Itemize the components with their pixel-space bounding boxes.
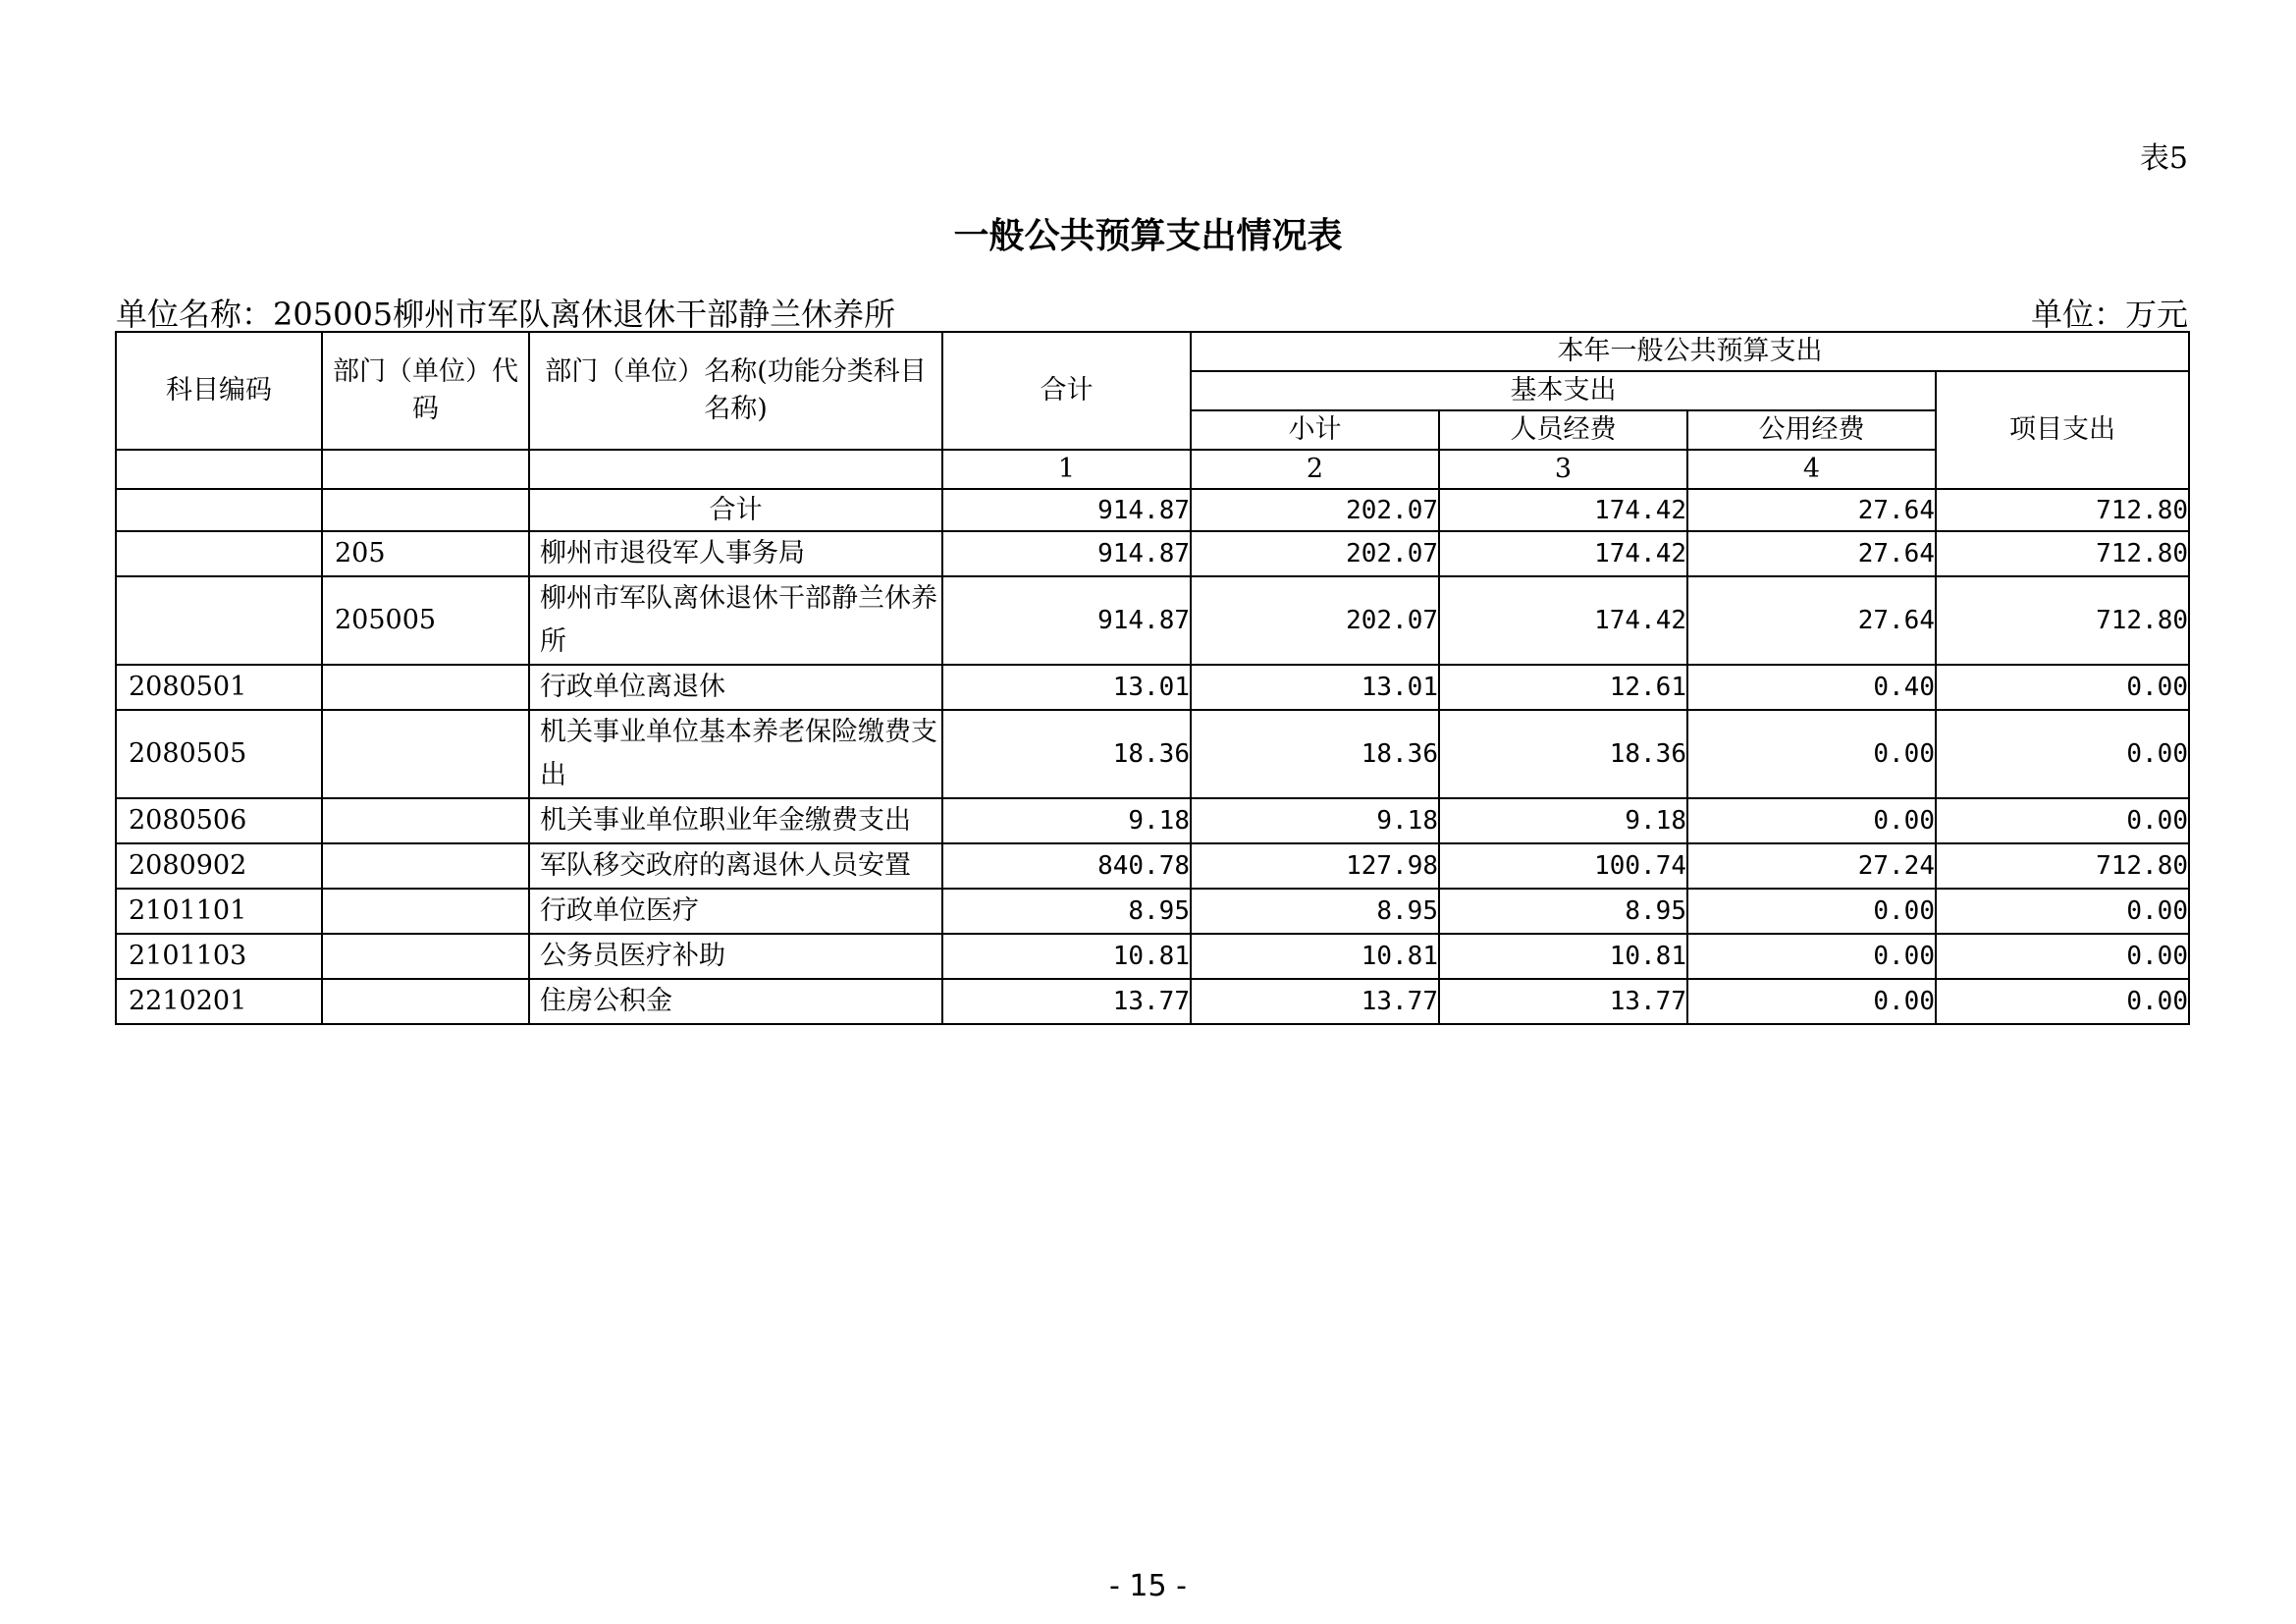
personnel-cell: 174.42 (1439, 576, 1687, 665)
table-row (116, 934, 2189, 979)
header-col-3: 3 (1439, 450, 1687, 489)
personnel-cell: 18.36 (1439, 710, 1687, 798)
dept-code-cell: 205005 (322, 576, 529, 665)
dept-name-cell: 公务员医疗补助 (529, 934, 942, 979)
subject-code-cell: 2101103 (116, 934, 322, 979)
dept-name-cell: 行政单位离退休 (529, 665, 942, 710)
total-cell: 10.81 (942, 934, 1191, 979)
project-cell: 0.00 (1936, 934, 2189, 979)
subtotal-cell: 10.81 (1191, 934, 1439, 979)
project-cell: 712.80 (1936, 843, 2189, 889)
dept-code-cell: 205 (322, 531, 529, 576)
header-col-4: 4 (1687, 450, 1936, 489)
public-cell: 0.00 (1687, 934, 1936, 979)
table-row (116, 798, 2189, 843)
header-col-2: 2 (1191, 450, 1439, 489)
subtotal-cell: 202.07 (1191, 576, 1439, 665)
subject-code-cell: 2101101 (116, 889, 322, 934)
subtotal-cell: 202.07 (1191, 489, 1439, 531)
dept-code-cell (322, 843, 529, 889)
total-cell: 914.87 (942, 489, 1191, 531)
table-row (116, 889, 2189, 934)
personnel-cell: 9.18 (1439, 798, 1687, 843)
public-cell: 0.00 (1687, 979, 1936, 1024)
personnel-cell: 10.81 (1439, 934, 1687, 979)
dept-code-cell (322, 979, 529, 1024)
total-cell: 914.87 (942, 531, 1191, 576)
personnel-cell: 174.42 (1439, 489, 1687, 531)
table-row (116, 489, 2189, 531)
table-number: 表5 (2139, 141, 2188, 176)
table-row (116, 979, 2189, 1024)
currency-unit: 单位：万元 (2030, 296, 2188, 333)
dept-name-cell: 柳州市军队离休退休干部静兰休养所 (529, 576, 942, 665)
subject-code-cell: 2210201 (116, 979, 322, 1024)
subject-code-cell (116, 489, 322, 531)
personnel-cell: 100.74 (1439, 843, 1687, 889)
dept-code-cell (322, 665, 529, 710)
subtotal-cell: 202.07 (1191, 531, 1439, 576)
subject-code-cell: 2080902 (116, 843, 322, 889)
header-subtotal: 小计 (1191, 410, 1439, 450)
subtotal-cell: 13.77 (1191, 979, 1439, 1024)
table-row (116, 710, 2189, 798)
subject-code-cell: 2080506 (116, 798, 322, 843)
header-dept-name: 部门（单位）名称(功能分类科目名称) (529, 332, 942, 450)
project-cell: 712.80 (1936, 576, 2189, 665)
personnel-cell: 8.95 (1439, 889, 1687, 934)
header-current-year: 本年一般公共预算支出 (1191, 332, 2189, 371)
public-cell: 0.00 (1687, 798, 1936, 843)
personnel-cell: 13.77 (1439, 979, 1687, 1024)
dept-name-cell: 军队移交政府的离退休人员安置 (529, 843, 942, 889)
project-cell: 712.80 (1936, 489, 2189, 531)
total-cell: 9.18 (942, 798, 1191, 843)
project-cell: 712.80 (1936, 531, 2189, 576)
total-cell: 840.78 (942, 843, 1191, 889)
table-row (116, 531, 2189, 576)
dept-name-cell: 住房公积金 (529, 979, 942, 1024)
header-basic: 基本支出 (1191, 371, 1936, 410)
header-dept-code: 部门（单位）代码 (322, 332, 529, 450)
subject-code-cell (116, 576, 322, 665)
total-cell: 8.95 (942, 889, 1191, 934)
dept-name-cell: 合计 (529, 489, 942, 531)
total-cell: 914.87 (942, 576, 1191, 665)
total-cell: 13.77 (942, 979, 1191, 1024)
dept-name-cell: 机关事业单位职业年金缴费支出 (529, 798, 942, 843)
dept-code-cell (322, 489, 529, 531)
dept-code-cell (322, 710, 529, 798)
header-project: 项目支出 (1936, 371, 2189, 489)
header-subject-code: 科目编码 (116, 332, 322, 450)
dept-code-cell (322, 934, 529, 979)
personnel-cell: 12.61 (1439, 665, 1687, 710)
public-cell: 0.00 (1687, 710, 1936, 798)
dept-name-cell: 机关事业单位基本养老保险缴费支出 (529, 710, 942, 798)
public-cell: 27.64 (1687, 489, 1936, 531)
table-row (116, 665, 2189, 710)
subtotal-cell: 8.95 (1191, 889, 1439, 934)
page-title: 一般公共预算支出情况表 (953, 216, 1343, 256)
budget-table (115, 331, 2190, 1025)
dept-code-cell (322, 798, 529, 843)
personnel-cell: 174.42 (1439, 531, 1687, 576)
subject-code-cell (116, 531, 322, 576)
subtotal-cell: 13.01 (1191, 665, 1439, 710)
dept-name-cell: 柳州市退役军人事务局 (529, 531, 942, 576)
public-cell: 0.00 (1687, 889, 1936, 934)
header-public: 公用经费 (1687, 410, 1936, 450)
subtotal-cell: 9.18 (1191, 798, 1439, 843)
public-cell: 27.24 (1687, 843, 1936, 889)
public-cell: 27.64 (1687, 576, 1936, 665)
table-row (116, 576, 2189, 665)
subtotal-cell: 18.36 (1191, 710, 1439, 798)
unit-name: 单位名称：205005柳州市军队离休退休干部静兰休养所 (116, 296, 896, 333)
public-cell: 27.64 (1687, 531, 1936, 576)
total-cell: 13.01 (942, 665, 1191, 710)
subtotal-cell: 127.98 (1191, 843, 1439, 889)
subject-code-cell: 2080505 (116, 710, 322, 798)
public-cell: 0.40 (1687, 665, 1936, 710)
header-personnel: 人员经费 (1439, 410, 1687, 450)
dept-name-cell: 行政单位医疗 (529, 889, 942, 934)
project-cell: 0.00 (1936, 979, 2189, 1024)
project-cell: 0.00 (1936, 665, 2189, 710)
project-cell: 0.00 (1936, 710, 2189, 798)
header-total: 合计 (942, 332, 1191, 450)
total-cell: 18.36 (942, 710, 1191, 798)
header-col-1: 1 (942, 450, 1191, 489)
project-cell: 0.00 (1936, 889, 2189, 934)
project-cell: 0.00 (1936, 798, 2189, 843)
page-number: - 15 - (1109, 1569, 1187, 1603)
dept-code-cell (322, 889, 529, 934)
table-row (116, 843, 2189, 889)
subject-code-cell: 2080501 (116, 665, 322, 710)
